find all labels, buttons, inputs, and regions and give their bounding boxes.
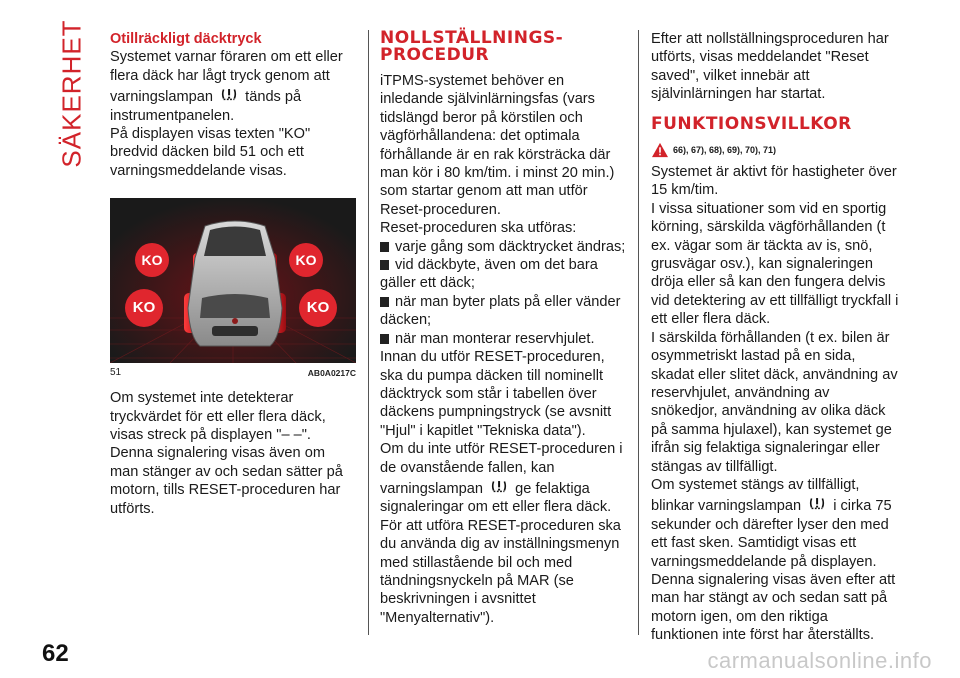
paragraph-text: Om du inte utför RESET-proceduren i de ovanstående fallen, kan varningslampan xyxy=(380,441,623,497)
paragraph-text: Om systemet stängs av tillfälligt, blinkar varningslampan xyxy=(651,476,860,515)
section-side-label xyxy=(52,18,92,168)
paragraph xyxy=(110,48,356,125)
warning-reference-numbers: 66), 67), 68), 69), 70), 71) xyxy=(673,144,777,155)
paragraph: Denna signalering visas även om man stänger av och sedan sätter på motorn, tills RESET-proceduren har utförts. xyxy=(110,445,343,517)
paragraph: För att utföra RESET-proceduren ska du använda dig av inställningsmenyn med stillastående bil och med tändningsnyckeln på MAR (se beskrivningen i avsnittet "Menyalternativ"). xyxy=(380,517,621,626)
warning-triangle-icon xyxy=(651,142,669,158)
paragraph: iTPMS-systemet behöver en inledande självinlärningsfas (vars tidslängd beror på körstilen och vägförhållandena: det optimala förhållande är en rak körsträcka där man kör i 80 km/tim. i minst 20 min.) som startar genom att man utför Reset-proceduren. xyxy=(380,73,615,218)
paragraph: Innan du utför RESET-proceduren, ska du pumpa däcken till nominellt däcktryck som står i tabellen över däckens pumpningstryck (se avsnitt "Hjul" i kapitlet "Tekniska data"). xyxy=(380,349,612,439)
ko-badge-front-right: KO xyxy=(298,288,338,333)
square-bullet-icon xyxy=(380,260,389,270)
square-bullet-icon xyxy=(380,297,389,307)
paragraph-text: tänds på instrumentpanelen. xyxy=(110,89,302,124)
tpms-warning-lamp-icon xyxy=(808,494,826,512)
column-divider xyxy=(368,30,369,635)
column-divider xyxy=(638,30,639,635)
tpms-warning-lamp-icon xyxy=(490,477,508,495)
figure-number: 51 xyxy=(110,367,122,379)
list-item-text: när man byter plats på eller vänder däcken; xyxy=(380,293,621,329)
ko-badge-front-left: KO xyxy=(124,288,164,333)
figure-caption xyxy=(110,367,356,379)
paragraph: Denna signalering visas även efter att man har stängt av och sedan satt på motorn igen, om den riktiga funktionen inte först har återställts. xyxy=(651,571,896,644)
square-bullet-icon xyxy=(380,334,389,344)
column-1 xyxy=(110,30,356,518)
ko-badge-rear-right: KO xyxy=(288,242,324,283)
list-item-text: vid däckbyte, även om det bara gäller ett däck; xyxy=(380,257,598,292)
section-heading-reset-procedure xyxy=(380,30,626,64)
paragraph: Efter att nollställningsproceduren har utförts, visas meddelandet "Reset saved", vilket innebär att självinlärningen har startat. xyxy=(651,31,889,103)
figure-tire-pressure-display xyxy=(110,198,356,363)
paragraph-text: ge felaktiga signaleringar om ett eller flera däck. xyxy=(380,480,612,516)
paragraph: Reset-proceduren ska utföras: xyxy=(380,220,577,237)
figure-code: AB0A0217C xyxy=(307,368,356,379)
column-2 xyxy=(380,30,626,627)
list-item xyxy=(380,238,626,256)
paragraph-text: i cirka 75 sekunder och därefter lyser den med ett fast sken. Samtidigt visas ett varningsmeddelande på displayen. xyxy=(651,498,892,570)
paragraph xyxy=(380,440,626,517)
list-item-text: varje gång som däcktrycket ändras; xyxy=(395,238,626,255)
paragraph-text: Systemet varnar föraren om ett eller flera däck har lågt tryck genom att varningslampan xyxy=(110,49,343,106)
section-heading-operating-conditions: FUNKTIONSVILLKOR xyxy=(651,113,852,134)
warning-references xyxy=(651,141,899,159)
paragraph: Om systemet inte detekterar tryckvärdet för ett eller flera däck, visas streck på displayen "– –". xyxy=(110,390,326,444)
page-number: 62 xyxy=(42,640,69,667)
column-3 xyxy=(651,30,899,645)
watermark: carmanualsonline.info xyxy=(707,648,932,673)
list-item xyxy=(380,293,626,330)
ko-badge-rear-left: KO xyxy=(134,242,170,283)
paragraph: På displayen visas texten "KO" bredvid däcken bild 51 och ett varningsmeddelande visas. xyxy=(110,126,311,179)
paragraph: I vissa situationer som vid en sportig körning, särskilda vägförhållanden (t ex. vägar som är täckta av is, snö, grusvägar osv.), kan signaleringen dröja eller så kan den fungera delvis vid detektering av ett tillfälligt tryckfall i ett eller flera däck. xyxy=(651,200,899,328)
tpms-warning-lamp-icon xyxy=(220,85,238,103)
list-item-text: när man monterar reservhjulet. xyxy=(395,330,595,347)
heading-line: NOLLSTÄLLNINGS- xyxy=(380,28,564,48)
square-bullet-icon xyxy=(380,242,389,252)
paragraph: I särskilda förhållanden (t ex. bilen är osymmetriskt lastad på en sida, skadat eller slitet däck, användning av reservhjulet, användning av snökedjor, användning av olika däck på samma hjulaxel), kan systemet ge ifrån sig felaktiga signaleringar eller stängas av tillfälligt. xyxy=(651,329,898,475)
section-heading-low-pressure: Otillräckligt däcktryck xyxy=(110,31,262,47)
list-item xyxy=(380,330,626,348)
paragraph: Systemet är aktivt för hastigheter över 15 km/tim. xyxy=(651,164,897,199)
list-item xyxy=(380,256,626,293)
paragraph xyxy=(651,476,899,571)
heading-line: PROCEDUR xyxy=(380,45,490,65)
section-side-label-text: SÄKERHET xyxy=(56,18,87,168)
